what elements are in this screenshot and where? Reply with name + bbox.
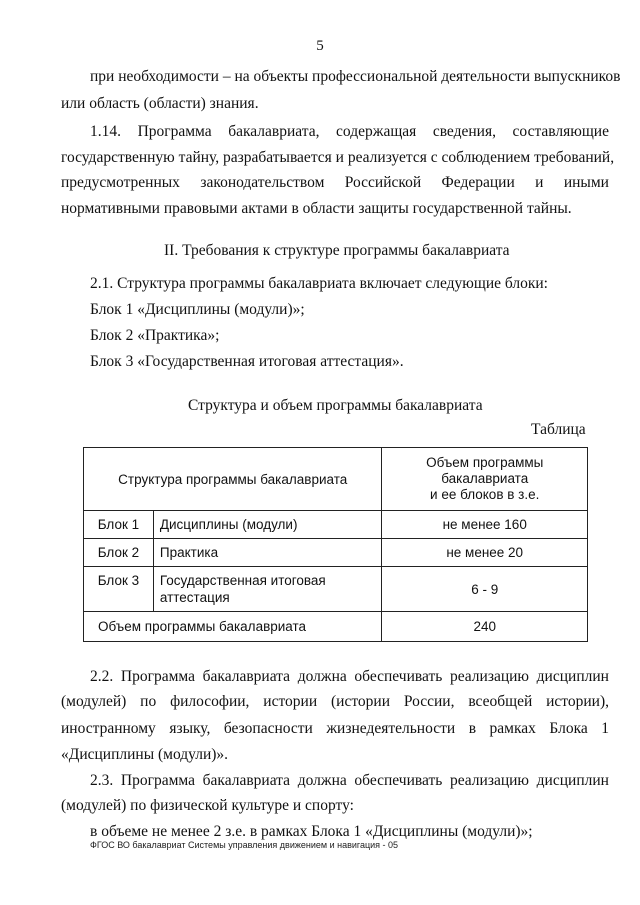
header-line: Объем программы xyxy=(426,455,544,470)
document-footer: ФГОС ВО бакалавриат Системы управления движением и навигация - 05 xyxy=(90,840,399,850)
table-cell-name xyxy=(153,511,382,539)
word: должна xyxy=(297,772,347,789)
table-header-row xyxy=(84,448,588,511)
word: Программа xyxy=(120,772,195,789)
word: (истории xyxy=(331,693,390,710)
paragraph-2-line-3 xyxy=(61,175,609,191)
paragraph-5-line-2: (модулей) по физической культуре и спорту: xyxy=(61,797,354,814)
word: философии, xyxy=(170,693,250,710)
word: Программа xyxy=(137,123,212,140)
word: истории xyxy=(263,693,318,710)
word: бакалавриата xyxy=(202,668,291,685)
paragraph-1-line-2: или область (области) знания. xyxy=(61,95,259,112)
section-heading: II. Требования к структуре программы бакалавриата xyxy=(164,242,510,259)
word: всеобщей xyxy=(468,693,533,710)
table-row xyxy=(84,511,588,539)
word: иными xyxy=(563,174,609,191)
table-total-label: Объем программы бакалавриата xyxy=(84,612,382,642)
word: обеспечивать xyxy=(354,772,443,789)
word: дисциплин xyxy=(536,772,609,789)
paragraph-2-line-2: государственную тайну, разрабатывается и реализуется с соблюдением требований, xyxy=(61,149,615,166)
program-structure-table xyxy=(83,447,588,642)
cell-text: Дисциплины (модули) xyxy=(159,517,298,532)
table-total-row xyxy=(84,612,588,642)
table-cell-name xyxy=(153,539,382,567)
word: дисциплин xyxy=(536,668,609,685)
table-cell-name xyxy=(153,567,382,612)
list-item-block-2: Блок 2 «Практика»; xyxy=(90,327,220,344)
word: в xyxy=(468,720,477,737)
paragraph-1-line-1: при необходимости – на объекты профессиональной деятельности выпускников xyxy=(90,68,621,85)
word: Российской xyxy=(344,174,422,191)
word: реализацию xyxy=(449,772,530,789)
word: предусмотренных xyxy=(61,174,180,191)
word: обеспечивать xyxy=(354,668,443,685)
word: бакалавриата, xyxy=(228,123,320,140)
header-line: и ее блоков в з.е. xyxy=(430,487,540,502)
word: по xyxy=(140,693,157,710)
word: бакалавриата xyxy=(202,772,291,789)
table-cell-block: Блок 2 xyxy=(84,539,154,567)
word: составляющие xyxy=(512,123,609,140)
table-cell-volume: не менее 20 xyxy=(382,539,588,567)
table-label: Таблица xyxy=(531,421,586,438)
paragraph-2-line-1 xyxy=(90,124,609,140)
paragraph-4-line-3 xyxy=(61,721,609,737)
list-item-block-3: Блок 3 «Государственная итоговая аттестация». xyxy=(90,353,404,370)
paragraph-4-line-2 xyxy=(61,694,609,710)
word: языку, xyxy=(169,720,211,737)
table-row xyxy=(84,539,588,567)
table-caption: Структура и объем программы бакалавриата xyxy=(188,397,483,414)
cell-text: Государственная итоговая xyxy=(159,573,326,588)
paragraph-4-line-1 xyxy=(90,669,609,685)
table-cell-volume: 6 - 9 xyxy=(382,567,588,612)
word: жизнедеятельности xyxy=(326,720,456,737)
word: Программа xyxy=(120,668,195,685)
table-total-value: 240 xyxy=(382,612,588,642)
word: 1 xyxy=(601,720,609,737)
table-header-structure: Структура программы бакалавриата xyxy=(84,448,382,511)
word: должна xyxy=(297,668,347,685)
word: безопасности xyxy=(223,720,313,737)
word: Блока xyxy=(549,720,588,737)
word: 2.3. xyxy=(90,772,114,789)
header-line: бакалавриата xyxy=(441,471,529,486)
table-cell-volume: не менее 160 xyxy=(382,511,588,539)
paragraph-2-line-4: нормативными правовыми актами в области защиты государственной тайны. xyxy=(61,200,572,217)
word: и xyxy=(535,174,544,191)
word: реализацию xyxy=(449,668,530,685)
list-item-block-1: Блок 1 «Дисциплины (модули)»; xyxy=(90,301,305,318)
word: Федерации xyxy=(441,174,515,191)
word: истории), xyxy=(546,693,609,710)
word: сведения, xyxy=(432,123,496,140)
paragraph-6: в объеме не менее 2 з.е. в рамках Блока 1 «Дисциплины (модули)»; xyxy=(90,823,533,840)
paragraph-4-line-4: «Дисциплины (модули)». xyxy=(61,746,229,763)
table-row xyxy=(84,567,588,612)
table-header-volume xyxy=(382,448,588,511)
page-number: 5 xyxy=(316,38,324,54)
cell-text: Практика xyxy=(159,545,219,560)
word: законодательством xyxy=(200,174,325,191)
paragraph-3: 2.1. Структура программы бакалавриата включает следующие блоки: xyxy=(90,275,548,292)
word: иностранному xyxy=(61,720,156,737)
word: России, xyxy=(403,693,455,710)
word: содержащая xyxy=(336,123,417,140)
word: 2.2. xyxy=(90,668,114,685)
paragraph-5-line-1 xyxy=(90,773,609,789)
table-cell-block: Блок 3 xyxy=(84,567,154,612)
table-cell-block: Блок 1 xyxy=(84,511,154,539)
word: 1.14. xyxy=(90,123,121,140)
word: рамках xyxy=(489,720,536,737)
cell-text: аттестация xyxy=(159,590,230,605)
word: (модулей) xyxy=(61,693,127,710)
